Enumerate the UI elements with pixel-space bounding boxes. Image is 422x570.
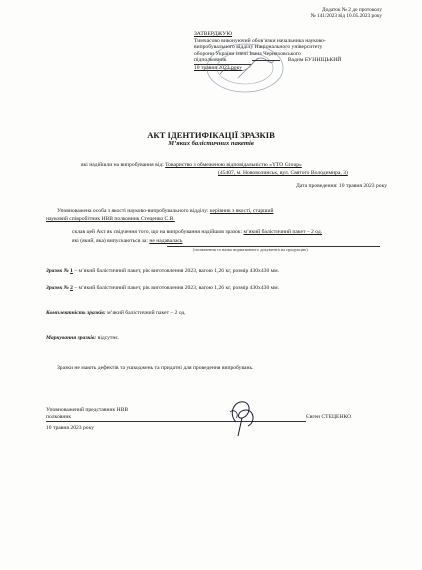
approval-title: ЗАТВЕРДЖУЮ — [194, 31, 233, 37]
test-date: Дата проведення: 10 травня 2023 року — [296, 183, 387, 189]
authorized-person-value-2: науковий співробітник НВВ полковник Стеценко С.В. — [46, 216, 175, 222]
authorized-person-line — [57, 208, 273, 215]
normative-doc-value: не надавалась — [149, 238, 183, 244]
document-title: АКТ ІДЕНТИФІКАЦІЇ ЗРАЗКІВ — [147, 130, 275, 140]
conclusion-text: Зразки не мають дефектів та ушкоджень та придатні для проведення випробувань. — [57, 365, 254, 371]
sample-num-1: 1 — [70, 268, 73, 274]
approval-name: Вадим БУЗІНІЦЬКИЙ — [287, 57, 342, 64]
sample-text-1: – м’який балістичний пакет, рік виготовлення 2023, вагою 1,26 кг, розмір 430х430 мм. — [74, 268, 280, 274]
sample-num-2: 2 — [70, 285, 73, 291]
received-prefix: які надійшли на випробування від: — [81, 162, 164, 168]
signature-title: Уповноважений представник НВВ — [46, 407, 129, 413]
approval-rank: підполковник — [194, 57, 251, 65]
normative-doc-note: (позначення та назва нормативного документа на продукцію) — [193, 247, 308, 252]
approval-line1: Тимчасово виконуючий обов’язки начальника науково- — [194, 37, 326, 44]
completeness-label: Комплектність зразків: — [46, 310, 106, 316]
signature-line — [110, 421, 306, 422]
sample-item-1 — [46, 268, 279, 275]
signature-date: 10 травня 2023 року — [46, 425, 95, 431]
received-address: (45407, м. Нововолинськ, вул. Святого Володимира, 3) — [218, 170, 348, 176]
sample-received-value: м’який балістичний пакет – 2 од. — [243, 229, 323, 235]
received-company: Товариство з обмеженою відповідальністю «YTO Group» — [165, 162, 302, 168]
header-note-line2: № 141/2023 від 10.05.2023 року — [310, 13, 382, 20]
authorized-person-prefix: Уповноважена особа з якості науково-випробувального відділу: — [57, 208, 209, 214]
sample-received-prefix: склав цей Акт як свідчення того, що на випробування надійшов зразок: — [72, 229, 243, 235]
authorized-person-value: керівник з якості, старший — [209, 208, 274, 214]
received-line — [81, 162, 302, 169]
signature-rank: полковник — [46, 414, 110, 422]
sample-item-2 — [46, 285, 279, 292]
completeness-value: м’який балістичний пакет – 2 од. — [107, 310, 186, 316]
approval-date: 10 травня 2023 року — [194, 64, 243, 71]
handwritten-signature-icon — [222, 392, 262, 438]
marking-label: Маркування зразків: — [46, 335, 97, 341]
document-subtitle: М’яких балістичних пакетів — [168, 140, 254, 147]
header-note-line1: Додаток № 2 до протоколу — [322, 7, 382, 13]
header-note — [311, 7, 382, 20]
marking-value: відсутнє. — [97, 335, 120, 341]
signature-name: Євген СТЕЦЕНКО — [306, 414, 352, 420]
normative-doc-prefix: які (який, яка) випускаються за: — [72, 238, 148, 244]
normative-doc-line — [72, 238, 182, 245]
marking-line — [46, 335, 119, 342]
approval-stamp-icon — [200, 40, 290, 96]
sample-label-2: Зразок № — [46, 285, 69, 291]
sample-text-2: – м’який балістичний пакет, рік виготовлення 2023, вагою 1,26 кг, розмір 430х430 мм. — [74, 285, 280, 291]
completeness-line — [46, 310, 186, 317]
sample-label-1: Зразок № — [46, 268, 69, 274]
sample-received-line — [72, 229, 322, 236]
approval-line2: випробувального відділу Національного університету — [194, 44, 323, 51]
approval-line3: оборони України імені Івана Черняховського — [194, 50, 301, 57]
